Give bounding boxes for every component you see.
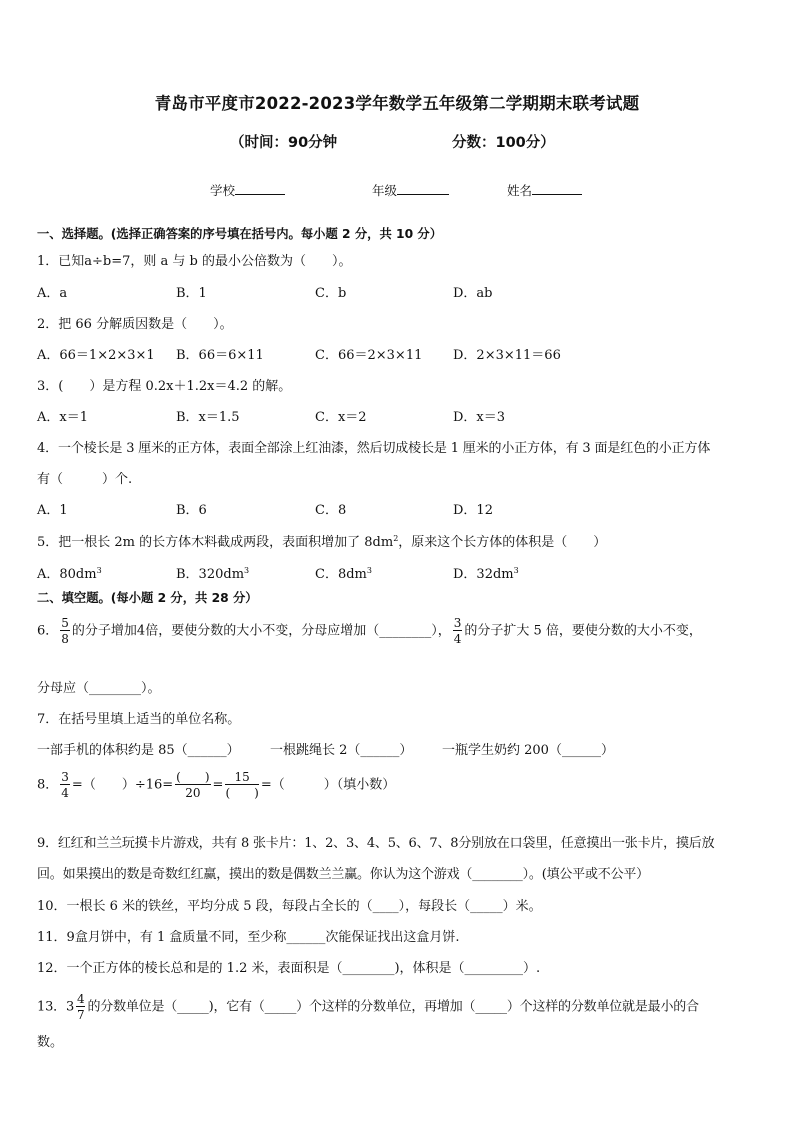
question-2: 2．把 66 分解质因数是（ ）。 bbox=[37, 317, 233, 332]
q3-option-a[interactable]: A．x＝1 bbox=[37, 410, 88, 425]
question-7: 7．在括号里填上适当的单位名称。 bbox=[37, 712, 241, 727]
q3-option-c[interactable]: C．x＝2 bbox=[315, 410, 367, 425]
q2-option-d[interactable]: D．2×3×11＝66 bbox=[453, 348, 561, 363]
q1-option-b[interactable]: B．1 bbox=[176, 286, 207, 301]
q6-fraction-1: $\frac{5}{8}$ bbox=[61, 616, 69, 646]
question-12: 12．一个正方体的棱长总和是的 1.2 米，表面积是（________)，体积是（_________）. bbox=[37, 961, 541, 976]
grade-label: 年级 bbox=[372, 183, 398, 198]
q2-option-b[interactable]: B．66＝6×11 bbox=[176, 348, 264, 363]
question-10: 10．一根长 6 米的铁丝，平均分成 5 段，每段占全长的（____），每段长（_____）米。 bbox=[37, 899, 542, 914]
q7-item-2[interactable]: 一根跳绳长 2（______） bbox=[270, 743, 413, 758]
school-blank[interactable] bbox=[235, 181, 285, 195]
q5-option-b[interactable]: B．$320dm^3$ bbox=[176, 566, 250, 582]
q1-option-d[interactable]: D．ab bbox=[453, 286, 493, 301]
q8-fraction-1: $\frac{3}{4}$ bbox=[61, 770, 69, 800]
question-8: 8． $\frac{3}{4}$ =（ ）÷16= $\frac{( )}{20}$ = $\frac{15}{( )}$ =（ ）（填小数） bbox=[37, 770, 396, 800]
q2-option-c[interactable]: C．66＝2×3×11 bbox=[315, 348, 423, 363]
question-6-line2: 分母应（________）。 bbox=[37, 681, 161, 696]
question-1: 1．已知a÷b=7，则 a 与 b 的最小公倍数为（ ）。 bbox=[37, 254, 352, 269]
section2-heading: 二、填空题。(每小题 2 分，共 28 分） bbox=[37, 591, 258, 605]
q4-option-a[interactable]: A．1 bbox=[37, 503, 68, 518]
name-blank[interactable] bbox=[532, 181, 582, 195]
q6-fraction-2: $\frac{3}{4}$ bbox=[453, 616, 462, 646]
exam-time: （时间：90分钟 bbox=[230, 135, 338, 151]
question-9-line1: 9．红红和兰兰玩摸卡片游戏，共有 8 张卡片：1、2、3、4、5、6、7、8分别放在口袋里，任意摸出一张卡片，摸后放 bbox=[37, 836, 715, 851]
q3-option-d[interactable]: D．x＝3 bbox=[453, 410, 506, 425]
exam-score: 分数：100分） bbox=[452, 135, 555, 151]
section1-heading: 一、选择题。(选择正确答案的序号填在括号内。每小题 2 分，共 10 分） bbox=[37, 227, 443, 241]
question-11: 11．9盒月饼中，有 1 盒质量不同，至少称______次能保证找出这盒月饼. bbox=[37, 930, 460, 945]
q4-option-c[interactable]: C．8 bbox=[315, 503, 347, 518]
q1-option-a[interactable]: A．a bbox=[37, 286, 68, 301]
q5-option-c[interactable]: C．$8dm^3$ bbox=[315, 566, 372, 582]
question-4-line1: 4．一个棱长是 3 厘米的正方体，表面全部涂上红油漆，然后切成棱长是 1 厘米的小正方体，有 3 面是红色的小正方体 bbox=[37, 441, 711, 456]
question-13-line2: 数。 bbox=[37, 1035, 64, 1050]
q4-option-b[interactable]: B．6 bbox=[176, 503, 207, 518]
q5-option-d[interactable]: D．$32dm^3$ bbox=[453, 566, 519, 582]
q8-fraction-3[interactable]: $\frac{15}{( )}$ bbox=[225, 770, 259, 800]
q5-option-a[interactable]: A．$80dm^3$ bbox=[37, 566, 102, 582]
question-5: 5．把一根长 2m 的长方体木料截成两段，表面积增加了 $8dm^2$，原来这个长方体的体积是（ ） bbox=[37, 534, 607, 550]
question-3: 3．( ）是方程 0.2x＋1.2x＝4.2 的解。 bbox=[37, 379, 292, 394]
q1-option-c[interactable]: C．b bbox=[315, 286, 347, 301]
q7-item-3[interactable]: 一瓶学生奶约 200（______） bbox=[442, 743, 614, 758]
exam-title: 青岛市平度市2022-2023学年数学五年级第二学期期末联考试题 bbox=[154, 94, 640, 113]
grade-blank[interactable] bbox=[397, 181, 449, 195]
q13-fraction: $\frac{4}{7}$ bbox=[77, 992, 85, 1022]
grade-field bbox=[372, 181, 449, 199]
question-4-line2: 有（ ）个. bbox=[37, 472, 133, 487]
question-13-line1: 13．3 $\frac{4}{7}$ 的分数单位是（_____)，它有（_____）个这样的分数单位，再增加（_____）个这样的分数单位就是最小的合 bbox=[37, 992, 699, 1022]
question-6-line1: 6． $\frac{5}{8}$ 的分子增加4倍，要使分数的大小不变，分母应增加（________）， $\frac{3}{4}$ 的分子扩大 5 倍，要使分数的大小不变， bbox=[37, 616, 702, 646]
q4-option-d[interactable]: D．12 bbox=[453, 503, 493, 518]
q3-option-b[interactable]: B．x＝1.5 bbox=[176, 410, 240, 425]
name-label: 姓名 bbox=[507, 183, 533, 198]
question-9-line2: 回。如果摸出的数是奇数红红赢，摸出的数是偶数兰兰赢。你认为这个游戏（________）。(填公平或不公平） bbox=[37, 867, 649, 882]
school-field bbox=[210, 181, 285, 199]
q7-item-1[interactable]: 一部手机的体积约是 85（______） bbox=[37, 743, 240, 758]
q2-option-a[interactable]: A．66＝1×2×3×1 bbox=[37, 348, 155, 363]
name-field bbox=[507, 181, 582, 199]
q8-fraction-2[interactable]: $\frac{( )}{20}$ bbox=[176, 770, 210, 800]
school-label: 学校 bbox=[210, 183, 236, 198]
